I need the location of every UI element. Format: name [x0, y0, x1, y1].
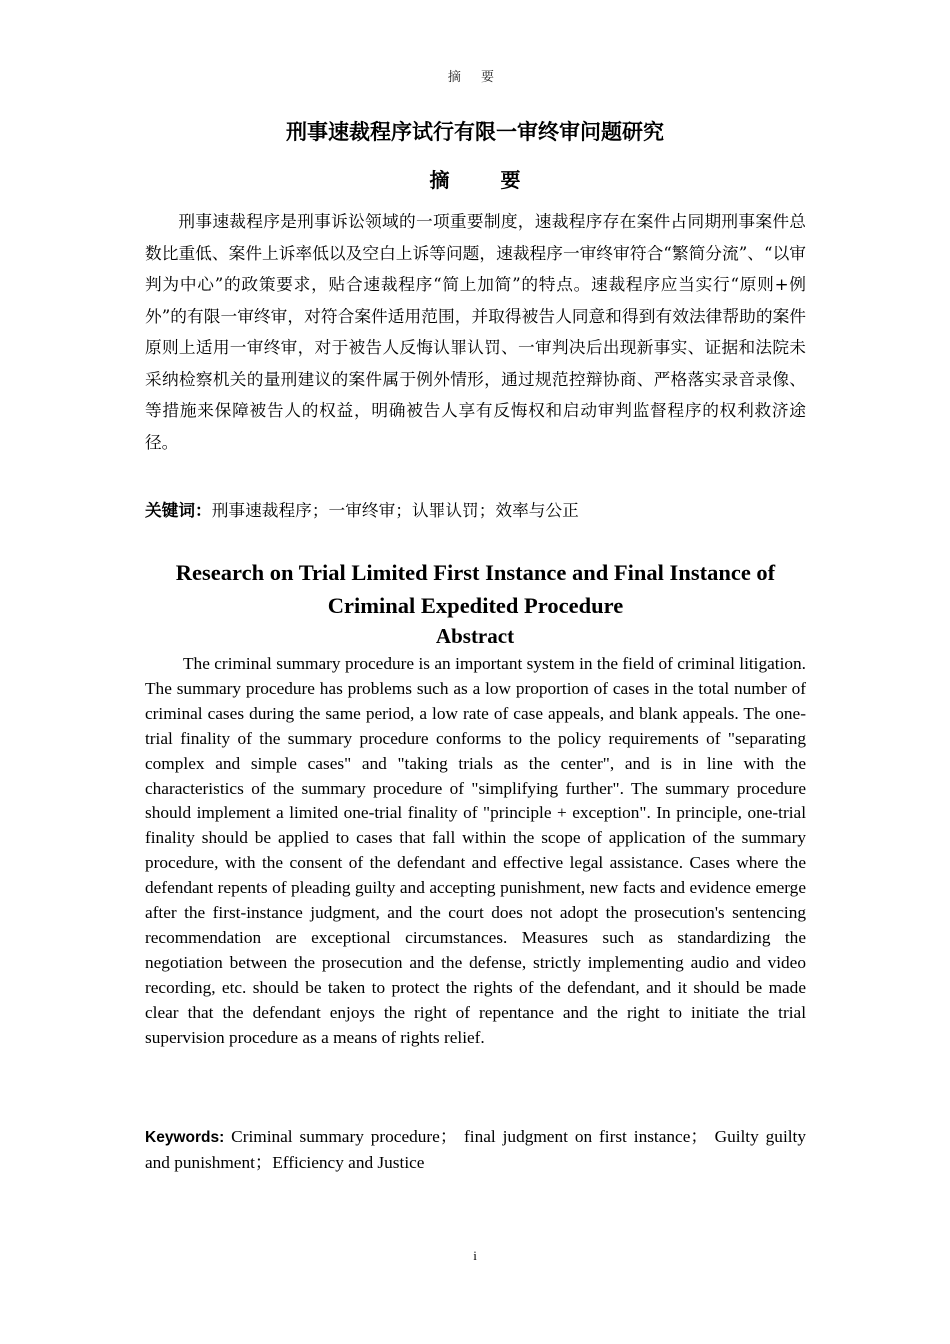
english-keywords [145, 1125, 806, 1176]
page-number: i [473, 1248, 477, 1263]
header-rule [145, 94, 806, 95]
running-header: 摘 要 [447, 70, 503, 85]
english-abstract-body: The criminal summary procedure is an important system in the field of criminal litigation. The summary procedure has problems such as a low proportion of cases in the total number of criminal cases during the same period, a low rate of case appeals, and blank appeals. The one-trial finality of the summary procedure conforms to the policy requirements of "separating complex and simple cases" and "taking trials as the center", and is in line with the characteristics of the summary procedure of "simplifying further". The summary procedure should implement a limited one-trial finality of "principle + exception". In principle, one-trial finality should be applied to cases that fall within the scope of application of the summary procedure, with the consent of the defendant and effective legal assistance. Cases where the defendant repents of pleading guilty and accepting punishment, new facts and evidence emerge after the first-instance judgment, and the court does not adopt the prosecution's sentencing recommendation are exceptional circumstances. Measures such as standardizing the negotiation between the prosecution and the defense, strictly implementing audio and video recording, etc. should be taken to protect the rights of the defendant, and it should be made clear that the defendant enjoys the right of repentance and the right to initiate the trial supervision procedure as a means of rights relief. [145, 654, 806, 1047]
english-keywords-label: Keywords: [145, 1129, 225, 1146]
chinese-title: 刑事速裁程序试行有限一审终审问题研究 [286, 120, 664, 144]
chinese-abstract-heading: 摘 要 [429, 168, 543, 192]
chinese-keywords-label: 关键词： [145, 500, 212, 520]
english-abstract-heading: Abstract [435, 624, 515, 648]
chinese-abstract-body: 刑事速裁程序是刑事诉讼领域的一项重要制度，速裁程序存在案件占同期刑事案件总数比重低、案件上诉率低以及空白上诉等问题，速裁程序一审终审符合“繁简分流”、“以审判为中心”的政策要求，贴合速裁程序“简上加简”的特点。速裁程序应当实行“原则+例外”的有限一审终审，对符合案件适用范围，并取得被告人同意和得到有效法律帮助的案件原则上适用一审终审，对于被告人反悔认罪认罚、一审判决后出现新事实、证据和法院未采纳检察机关的量刑建议的案件属于例外情形，通过规范控辩协商、严格落实录音录像、等措施来保障被告人的权益，明确被告人享有反悔权和启动审判监督程序的权利救济途径。 [145, 211, 806, 452]
english-title: Research on Trial Limited First Instance and Final Instance of Criminal Expedited Procedure [175, 560, 776, 618]
chinese-keywords [145, 496, 806, 524]
english-keywords-text: Criminal summary procedure； final judgment on first instance； Guilty guilty and punishment；Efficiency and Justice [145, 1127, 806, 1172]
chinese-keywords-text: 刑事速裁程序；一审终审；认罪认罚；效率与公正 [211, 500, 579, 520]
